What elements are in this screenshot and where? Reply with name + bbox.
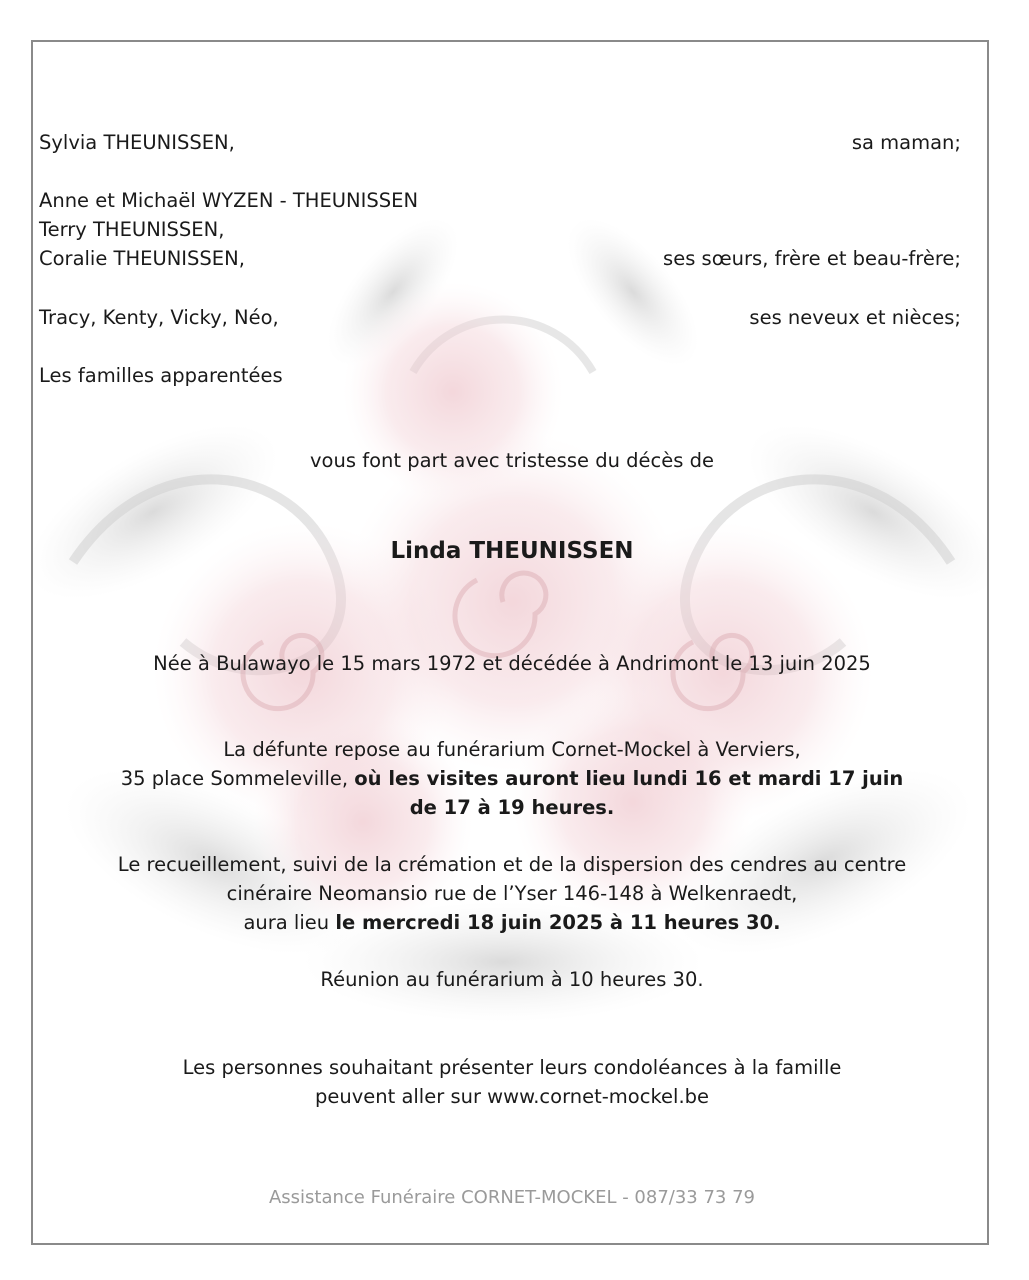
mother-name: Sylvia THEUNISSEN, [39, 131, 235, 154]
sibling-line-3: Coralie THEUNISSEN, [39, 247, 245, 270]
footer-text: Assistance Funéraire CORNET-MOCKEL - 087/33 73 79 [268, 1187, 756, 1208]
visitation-line-2 [33, 764, 989, 793]
nephews-names: Tracy, Kenty, Vicky, Néo, [39, 306, 279, 329]
ceremony-date: le mercredi 18 juin 2025 à 11 heures 30. [335, 911, 781, 934]
meeting-line: Réunion au funérarium à 10 heures 30. [320, 968, 704, 991]
ceremony-line-2: cinéraire Neomansio rue de l’Yser 146-148 à Welkenraedt, [226, 882, 798, 905]
sibling-line-1: Anne et Michaël WYZEN - THEUNISSEN [39, 189, 419, 212]
condolences-line-2: peuvent aller sur www.cornet-mockel.be [314, 1085, 710, 1108]
birth-death-line: Née à Bulawayo le 15 mars 1972 et décédée à Andrimont le 13 juin 2025 [153, 652, 871, 675]
nephews-row [39, 306, 961, 330]
visitation-line-1: La défunte repose au funérarium Cornet-Mockel à Verviers, [223, 738, 801, 761]
condolences-line-1: Les personnes souhaitant présenter leurs condoléances à la famille [182, 1056, 842, 1079]
mother-row [39, 131, 961, 155]
ceremony-line-3 [33, 908, 989, 937]
relatives-line: Les familles apparentées [39, 364, 283, 387]
deceased-name: Linda THEUNISSEN [390, 538, 634, 564]
mother-relation: sa maman; [851, 131, 961, 154]
siblings-row [39, 247, 961, 271]
visitation-hours: de 17 à 19 heures. [409, 796, 615, 819]
announcement-line: vous font part avec tristesse du décès de [310, 449, 714, 472]
nephews-relation: ses neveux et nièces; [749, 306, 961, 329]
ceremony-line-1: Le recueillement, suivi de la crémation et de la dispersion des cendres au centre [117, 853, 907, 876]
sibling-line-2: Terry THEUNISSEN, [39, 218, 225, 241]
visitation-address: 35 place Sommeleville, [120, 767, 355, 790]
visitation-line-3 [33, 793, 989, 822]
obituary-card [31, 40, 989, 1245]
visitation-times: où les visites auront lieu lundi 16 et mardi 17 juin [354, 767, 904, 790]
ceremony-intro: aura lieu [243, 911, 336, 934]
siblings-relation: ses sœurs, frère et beau-frère; [663, 247, 961, 270]
